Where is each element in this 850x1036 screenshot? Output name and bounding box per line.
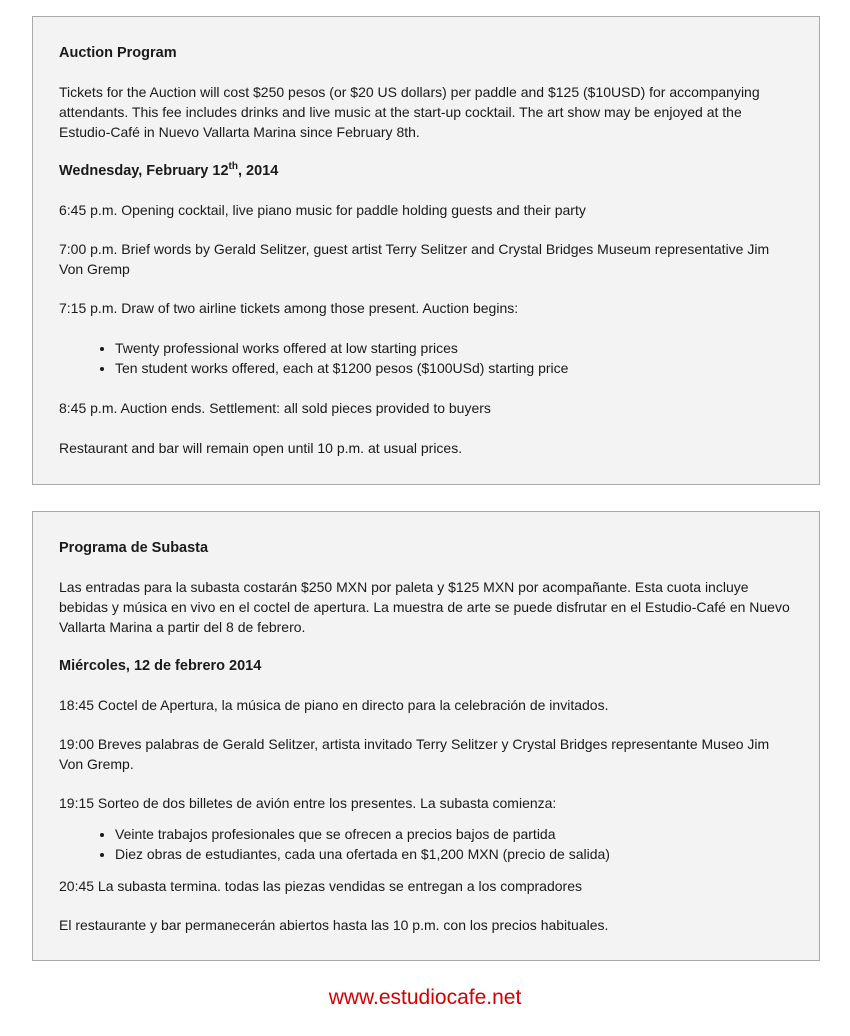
spanish-bullet-list [59, 824, 793, 864]
list-item: • Veinte trabajos profesionales que se ofrecen a precios bajos de partida [115, 824, 793, 844]
spanish-title: Programa de Subasta [59, 540, 209, 556]
spanish-item-1: 18:45 Coctel de Apertura, la música de piano en directo para la celebración de invitados. [59, 697, 609, 713]
english-item-4: 8:45 p.m. Auction ends. Settlement: all sold pieces provided to buyers [59, 400, 491, 416]
english-date-suffix: , 2014 [237, 163, 279, 179]
spanish-closing: El restaurante y bar permanecerán abiertos hasta las 10 p.m. con los precios habituales. [59, 917, 609, 933]
website-link[interactable]: www.estudiocafe.net [328, 986, 522, 1009]
english-item-2: 7:00 p.m. Brief words by Gerald Selitzer, guest artist Terry Selitzer and Crystal Bridges Museum representative Jim Von Gremp [59, 241, 770, 277]
spanish-intro: Las entradas para la subasta costarán $250 MXN por paleta y $125 MXN por acompañante. Esta cuota incluye bebidas y música en vivo en el coctel de apertura. La muestra de arte se puede disfrutar en el Estudio-Café en Nuevo Vallarta Marina a partir del 8 de febrero. [59, 579, 790, 635]
english-closing: Restaurant and bar will remain open until 10 p.m. at usual prices. [59, 440, 463, 456]
english-title: Auction Program [59, 45, 177, 61]
spanish-program-panel [32, 511, 820, 961]
english-item-3: 7:15 p.m. Draw of two airline tickets among those present. Auction begins: [59, 300, 519, 316]
english-date-sup: th [228, 161, 238, 173]
english-date-prefix: Wednesday, February 12 [59, 163, 229, 179]
list-item: • Twenty professional works offered at low starting prices [115, 338, 793, 358]
english-item-1: 6:45 p.m. Opening cocktail, live piano music for paddle holding guests and their party [59, 202, 586, 218]
spanish-item-3: 19:15 Sorteo de dos billetes de avión entre los presentes. La subasta comienza: [59, 795, 557, 811]
spanish-date: Miércoles, 12 de febrero 2014 [59, 658, 262, 674]
english-date [59, 161, 793, 181]
english-bullet-list [59, 338, 793, 378]
spanish-item-2: 19:00 Breves palabras de Gerald Selitzer, artista invitado Terry Selitzer y Crystal Bridges representante Museo Jim Von Gremp. [59, 736, 770, 772]
list-item: • Diez obras de estudiantes, cada una ofertada en $1,200 MXN (precio de salida) [115, 844, 793, 864]
spanish-item-4: 20:45 La subasta termina. todas las piezas vendidas se entregan a los compradores [59, 878, 582, 894]
english-intro: Tickets for the Auction will cost $250 pesos (or $20 US dollars) per paddle and $125 ($10USD) for accompanying attendants. This fee includes drinks and live music at the start-up cocktail. The art show may be enjoyed at the Estudio-Café in Nuevo Vallarta Marina since February 8th. [59, 84, 760, 140]
list-item: • Ten student works offered, each at $1200 pesos ($100USd) starting price [115, 358, 793, 378]
english-program-panel [32, 16, 820, 485]
